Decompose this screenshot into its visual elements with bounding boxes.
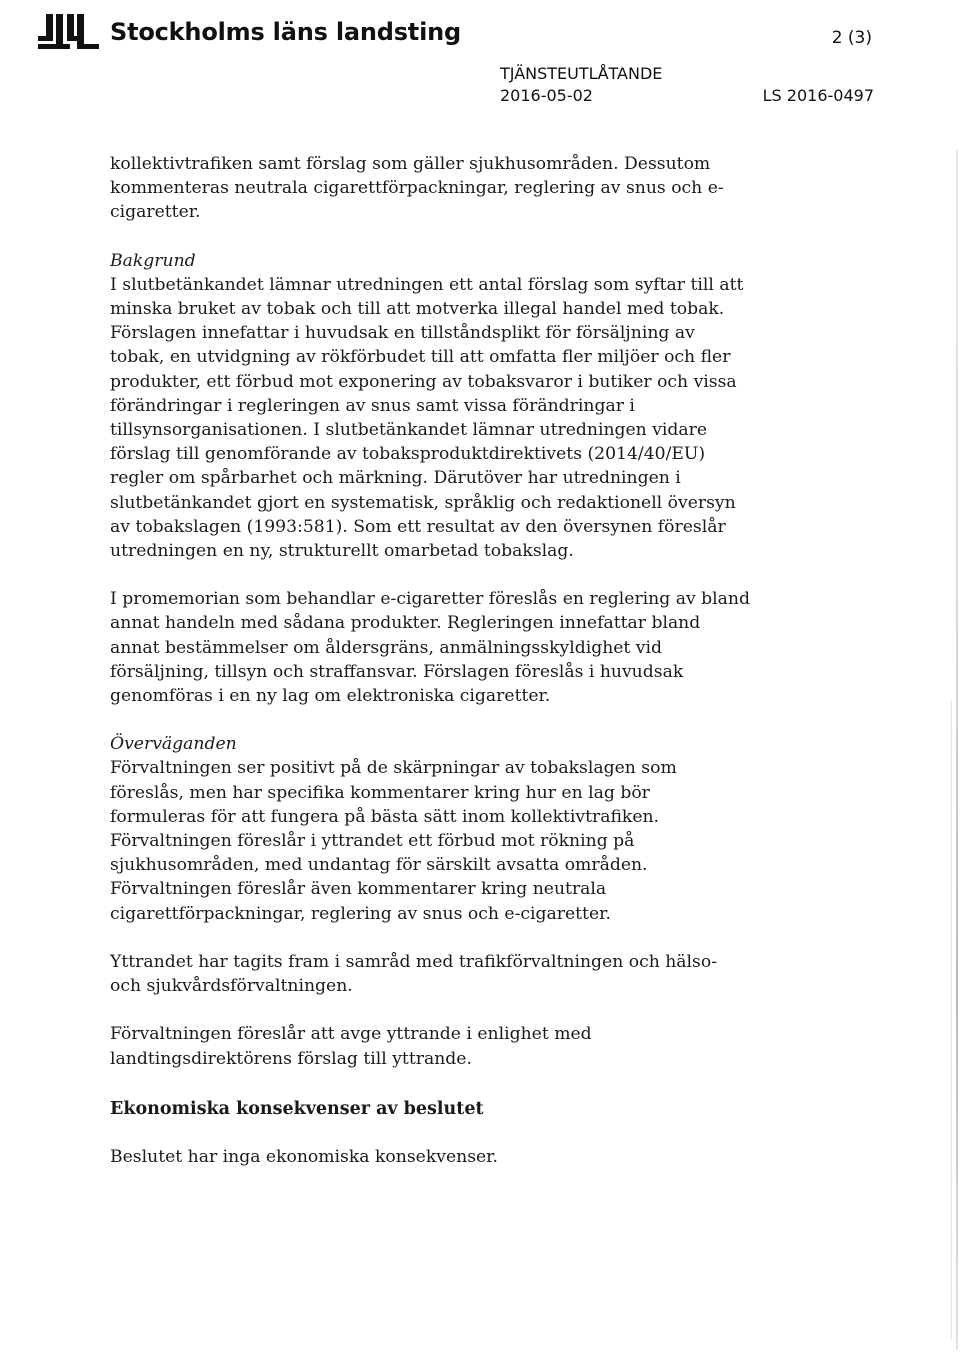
considerations-section bbox=[110, 732, 750, 926]
considerations-heading: Överväganden bbox=[110, 734, 237, 755]
document-date: 2016-05-02 bbox=[500, 86, 593, 105]
consultation-paragraph: Yttrandet har tagits fram i samråd med trafikförvaltningen och hälso- och sjukvårdsförvaltningen. bbox=[110, 951, 718, 997]
memo-paragraph: I promemorian som behandlar e-cigaretter föreslås en reglering av bland annat handeln med sådana produkter. Regleringen innefattar bland annat bestämmelser om åldersgräns, anmälningsskyldighet vid försäljning, tillsyn och straffansvar. Förslagen föreslås i huvudsak genomföras i en ny lag om elektroniska cigaretter. bbox=[110, 589, 750, 707]
page-number: 2 (3) bbox=[831, 28, 872, 48]
considerations-paragraph: Förvaltningen ser positivt på de skärpningar av tobakslagen som föreslås, men har specifika kommentarer kring hur en lag bör formuleras för att fungera på bästa sätt inom kollektivtrafiken. Förvaltningen föreslår i yttrandet ett förbud mot rökning på sjukhusområden, med undantag för särskilt avsatta områden. Förvaltningen föreslår även kommentarer kring neutrala cigarettförpackningar, reglering av snus och e-cigaretter. bbox=[110, 758, 677, 924]
economic-heading: Ekonomiska konsekvenser av beslutet bbox=[110, 1098, 484, 1119]
scan-edge-shadow bbox=[956, 150, 958, 1350]
economic-paragraph: Beslutet har inga ekonomiska konsekvenser. bbox=[110, 1146, 498, 1167]
background-paragraph: I slutbetänkandet lämnar utredningen ett antal förslag som syftar till att minska bruket av tobak och till att motverka illegal handel med tobak. Förslagen innefattar i huvudsak en tillståndsplikt för försäljning av tobak, en utvidgning av rökförbudet till att omfatta fler miljöer och fler produkter, ett förbud mot exponering av tobaksvaror i butiker och vissa förändringar i regleringen av snus samt vissa förändringar i tillsynsorganisationen. I slutbetänkandet lämnar utredningen vidare förslag till genomförande av tobaksproduktdirektivets (2014/40/EU) regler om spårbarhet och märkning. Därutöver har utredningen i slutbetänkandet gjort en systematisk, språklig och redaktionell översyn av tobakslagen (1993:581). Som ett resultat av den översynen föreslår utredningen en ny, strukturellt omarbetad tobakslag. bbox=[110, 274, 744, 562]
organization-name: Stockholms läns landsting bbox=[110, 18, 461, 46]
document-header bbox=[0, 0, 960, 120]
background-heading: Bakgrund bbox=[110, 250, 196, 271]
sll-logo bbox=[36, 12, 106, 52]
proposal-paragraph: Förvaltningen föreslår att avge yttrande i enlighet med landtingsdirektörens förslag till yttrande. bbox=[110, 1024, 592, 1069]
document-reference: LS 2016-0497 bbox=[762, 86, 874, 105]
document-type: TJÄNSTEUTLÅTANDE bbox=[500, 64, 663, 83]
background-section bbox=[110, 249, 750, 564]
intro-paragraph: kollektivtrafiken samt förslag som gäller sjukhusområden. Dessutom kommenteras neutrala cigarettförpackningar, reglering av snus och e-cigaretter. bbox=[110, 154, 724, 223]
document-body bbox=[110, 152, 750, 1169]
scan-edge-line bbox=[951, 700, 952, 1340]
